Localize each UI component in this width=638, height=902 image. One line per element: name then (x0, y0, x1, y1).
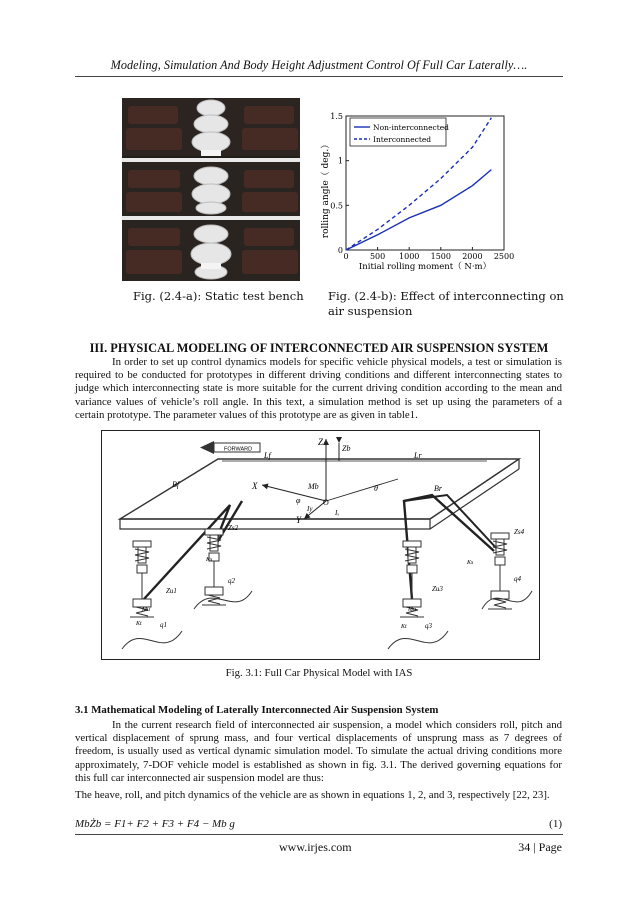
section-3-title: III. PHYSICAL MODELING OF INTERCONNECTED AIR SUSPENSION SYSTEM (89, 341, 549, 355)
diagram-label-zs4: Zs4 (514, 528, 525, 536)
diagram-label-kt: Kt (136, 621, 142, 627)
footer-rule (75, 834, 563, 835)
diagram-label-q4: q4 (514, 575, 521, 583)
diagram-label-lf: Lf (264, 451, 271, 460)
x-tick-label: 2000 (462, 252, 483, 261)
rolling-angle-chart (318, 104, 538, 284)
suspension-unit (202, 529, 226, 605)
figure-3-1-caption: Fig. 3.1: Full Car Physical Model with IAS (225, 667, 413, 679)
equation-1-number: (1) (549, 818, 562, 830)
section-3-1-paragraph-2: The heave, roll, and pitch dynamics of the vehicle are as shown in equations 1, 2, and 3, respectively [22, 23]. (75, 789, 550, 801)
x-axis-label: Initial rolling moment（ N·m） (358, 262, 492, 272)
static-test-bench-photo (122, 98, 300, 281)
x-tick-label: 500 (369, 252, 386, 261)
y-tick-label: 1 (337, 156, 343, 166)
diagram-label-q2: q2 (228, 577, 235, 585)
section-3-paragraph: In order to set up control dynamics models for specific vehicle physical models, a test or simulation is required to be conducted for prototypes in different driving conditions and different interconnecting states to judge which interconnecting state is more suitable for the current driving condition according to the mean and variance values of vehicle’s roll angle. In this text, a simulation method is set up using the parameters of a certain prototype. The parameter values of this prototype are as given in table1. (75, 356, 562, 421)
diagram-label-ix: Iₓ (335, 509, 340, 517)
x-tick-label: 0 (343, 252, 349, 261)
diagram-label-zs2: Zs2 (228, 524, 239, 532)
diagram-label-mb: Mb (308, 482, 319, 491)
diagram-label-kt: Kt (401, 624, 407, 630)
x-tick-label: 1500 (430, 252, 451, 261)
diagram-label-zu3: Zu3 (432, 585, 443, 593)
running-header: Modeling, Simulation And Body Height Adjustment Control Of Full Car Laterally…. (110, 58, 528, 72)
diagram-label-zb: Zb (342, 444, 351, 453)
diagram-label-bf: Bf (172, 480, 180, 489)
diagram-label-y: Y (296, 515, 302, 525)
legend-label-2: Interconnected (373, 135, 432, 144)
y-axis-label: rolling angle（ deg.） (321, 139, 331, 239)
figure-2-4b-caption: Fig. (2.4-b): Effect of interconnecting on air suspension (328, 289, 564, 318)
equation-1-body: MbŻb = F1+ F2 + F3 + F4 − Mb g (75, 818, 235, 830)
section-3-1-paragraph-1: In the current research field of interconnected air suspension, a model which considers roll, pitch and vertical displacement of sprung mass, and four vertical displacements of unsprung mass as 7 degrees of freedom, is usually used as vertical dynamic simulation model. To simulate the actual driving conditions more approximately, 7-DOF vehicle model is established as shown in fig. 3.1. The derived governing equations for this full car interconnected air suspension model are thus: (75, 719, 562, 784)
footer-url: www.irjes.com (279, 840, 352, 854)
series-line-1 (346, 170, 491, 250)
x-tick-label: 1000 (399, 252, 420, 261)
diagram-label-q3: q3 (425, 622, 432, 630)
diagram-label-ks: Ks (467, 560, 474, 566)
diagram-label-zu1: Zu1 (166, 587, 177, 595)
y-tick-label: 0.5 (330, 201, 343, 211)
diagram-label-o: O (323, 498, 329, 507)
legend-label-1: Non-interconnected (373, 123, 449, 132)
y-tick-label: 0 (337, 246, 343, 255)
diagram-label-br: Br (434, 484, 442, 493)
diagram-label-mu: Mu (142, 607, 150, 613)
diagram-label-forward: FORWARD (224, 446, 253, 453)
diagram-label-x: X (252, 481, 258, 491)
diagram-label-z: Z (318, 437, 324, 447)
test-bench-illustration (122, 98, 300, 281)
diagram-label-ks: Ks (206, 557, 213, 563)
diagram-label-theta: θ (374, 484, 378, 493)
footer-page-number: 34 | Page (518, 840, 562, 854)
diagram-label-phi: φ (296, 496, 301, 505)
full-car-model-diagram (102, 431, 539, 659)
section-3-1-title: 3.1 Mathematical Modeling of Laterally Interconnected Air Suspension System (75, 704, 439, 716)
figure-2-4a-caption: Fig. (2.4-a): Static test bench (133, 289, 304, 303)
diagram-label-mu: Mu (408, 607, 416, 613)
header-rule (75, 76, 563, 77)
diagram-label-q1: q1 (160, 621, 167, 629)
suspension-unit (130, 541, 154, 617)
diagram-label-iy: Iy (307, 505, 313, 513)
equation-1 (75, 818, 562, 830)
x-tick-label: 2500 (493, 252, 515, 261)
full-car-physical-model-figure (101, 430, 540, 660)
suspension-unit (400, 541, 424, 617)
y-tick-label: 1.5 (330, 112, 343, 121)
diagram-label-lr: Lr (414, 451, 422, 460)
